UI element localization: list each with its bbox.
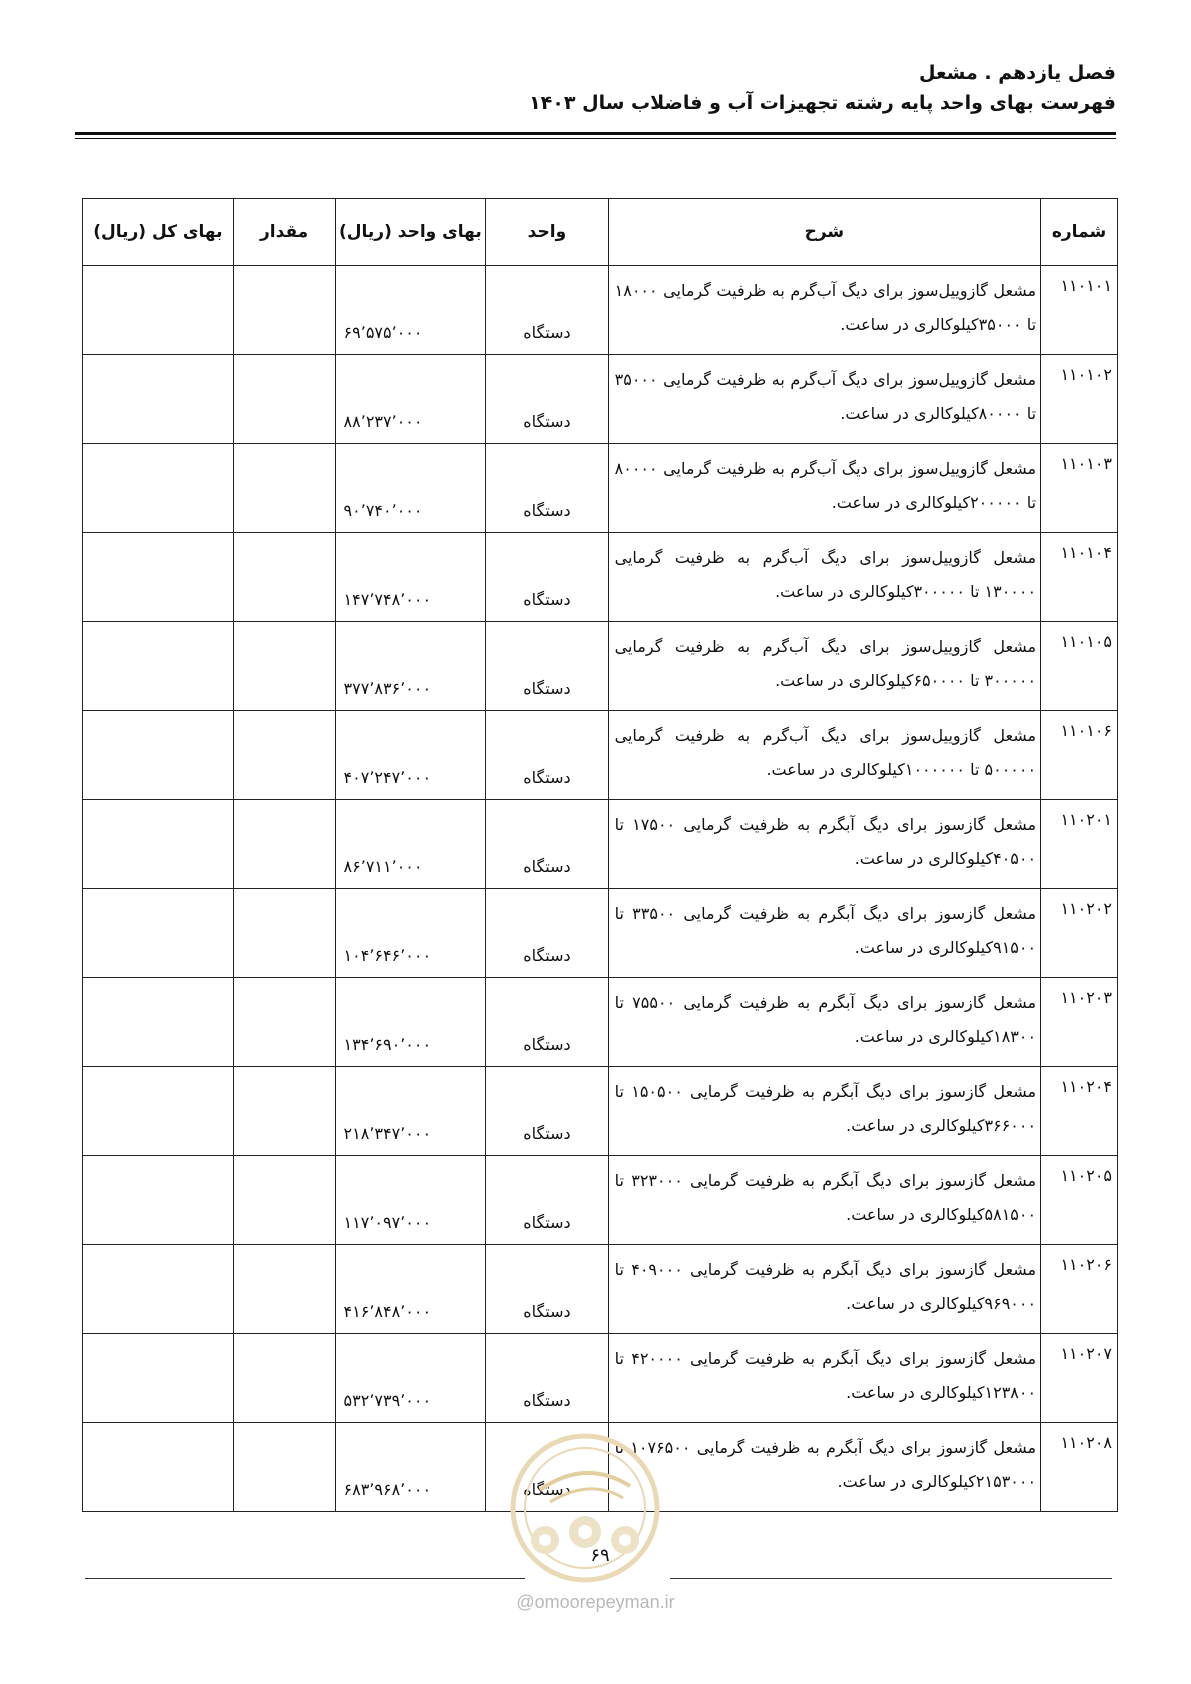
item-unit: دستگاه <box>486 1334 608 1423</box>
item-description: مشعل گازوییل‌سوز برای دیگ آب‌گرم به ظرفیت گرمایی ۳۵۰۰۰ تا ۸۰۰۰۰کیلوکالری در ساعت. <box>608 355 1040 444</box>
price-table <box>82 198 1118 1512</box>
item-code: ۱۱۰۱۰۲ <box>1041 355 1118 444</box>
item-description: مشعل گازسوز برای دیگ آبگرم به ظرفیت گرمایی ۷۵۵۰۰ تا ۱۸۳۰۰کیلوکالری در ساعت. <box>608 978 1040 1067</box>
item-unit-price: ۱۰۴٬۶۴۶٬۰۰۰ <box>335 889 486 978</box>
item-unit-price: ۴۰۷٬۲۴۷٬۰۰۰ <box>335 711 486 800</box>
item-code: ۱۱۰۱۰۴ <box>1041 533 1118 622</box>
item-description: مشعل گازسوز برای دیگ آبگرم به ظرفیت گرمایی ۴۰۹۰۰۰ تا ۹۶۹۰۰۰کیلوکالری در ساعت. <box>608 1245 1040 1334</box>
item-code: ۱۱۰۲۰۷ <box>1041 1334 1118 1423</box>
item-description: مشعل گازوییل‌سوز برای دیگ آب‌گرم به ظرفیت گرمایی ۱۸۰۰۰ تا ۳۵۰۰۰کیلوکالری در ساعت. <box>608 266 1040 355</box>
item-quantity <box>233 1423 335 1512</box>
item-unit: دستگاه <box>486 355 608 444</box>
item-quantity <box>233 533 335 622</box>
item-unit: دستگاه <box>486 622 608 711</box>
table-row <box>83 711 1118 800</box>
item-quantity <box>233 800 335 889</box>
item-unit-price: ۱۱۷٬۰۹۷٬۰۰۰ <box>335 1156 486 1245</box>
table-row <box>83 1156 1118 1245</box>
item-code: ۱۱۰۱۰۱ <box>1041 266 1118 355</box>
column-header-unit: واحد <box>486 199 608 266</box>
watermark-url: @omoorepeyman.ir <box>516 1592 675 1612</box>
item-total-price <box>83 800 234 889</box>
item-code: ۱۱۰۱۰۵ <box>1041 622 1118 711</box>
item-code: ۱۱۰۲۰۶ <box>1041 1245 1118 1334</box>
item-total-price <box>83 355 234 444</box>
item-total-price <box>83 1067 234 1156</box>
item-total-price <box>83 1156 234 1245</box>
header-rule-thick <box>75 132 1116 135</box>
item-quantity <box>233 622 335 711</box>
item-quantity <box>233 978 335 1067</box>
footer-rule-left <box>85 1578 525 1579</box>
column-header-description: شرح <box>608 199 1040 266</box>
item-unit: دستگاه <box>486 444 608 533</box>
item-total-price <box>83 622 234 711</box>
item-unit-price: ۱۳۴٬۶۹۰٬۰۰۰ <box>335 978 486 1067</box>
item-unit: دستگاه <box>486 1423 608 1512</box>
item-code: ۱۱۰۱۰۳ <box>1041 444 1118 533</box>
item-unit-price: ۳۷۷٬۸۳۶٬۰۰۰ <box>335 622 486 711</box>
item-description: مشعل گازسوز برای دیگ آبگرم به ظرفیت گرمایی ۱۵۰۵۰۰ تا ۳۶۶۰۰۰کیلوکالری در ساعت. <box>608 1067 1040 1156</box>
table-row <box>83 444 1118 533</box>
item-unit: دستگاه <box>486 533 608 622</box>
item-quantity <box>233 889 335 978</box>
item-total-price <box>83 266 234 355</box>
item-unit: دستگاه <box>486 711 608 800</box>
item-code: ۱۱۰۲۰۱ <box>1041 800 1118 889</box>
item-unit: دستگاه <box>486 1245 608 1334</box>
footer-rule-right <box>670 1578 1112 1579</box>
item-unit: دستگاه <box>486 266 608 355</box>
item-quantity <box>233 1067 335 1156</box>
item-unit: دستگاه <box>486 1067 608 1156</box>
item-total-price <box>83 533 234 622</box>
item-unit: دستگاه <box>486 800 608 889</box>
header-rule-thin <box>75 138 1116 139</box>
item-total-price <box>83 444 234 533</box>
item-description: مشعل گازسوز برای دیگ آبگرم به ظرفیت گرمایی ۱۰۷۶۵۰۰ تا ۲۱۵۳۰۰۰کیلوکالری در ساعت. <box>608 1423 1040 1512</box>
page-number: ۶۹ <box>590 1545 610 1566</box>
item-total-price <box>83 1245 234 1334</box>
item-code: ۱۱۰۱۰۶ <box>1041 711 1118 800</box>
column-header-code: شماره <box>1041 199 1118 266</box>
item-unit-price: ۵۳۲٬۷۳۹٬۰۰۰ <box>335 1334 486 1423</box>
column-header-quantity: مقدار <box>233 199 335 266</box>
item-unit-price: ۱۴۷٬۷۴۸٬۰۰۰ <box>335 533 486 622</box>
item-quantity <box>233 266 335 355</box>
item-unit-price: ۴۱۶٬۸۴۸٬۰۰۰ <box>335 1245 486 1334</box>
item-description: مشعل گازسوز برای دیگ آبگرم به ظرفیت گرمایی ۱۷۵۰۰ تا ۴۰۵۰۰کیلوکالری در ساعت. <box>608 800 1040 889</box>
table-row <box>83 1245 1118 1334</box>
item-description: مشعل گازوییل‌سوز برای دیگ آب‌گرم به ظرفیت گرمایی ۵۰۰۰۰۰ تا ۱۰۰۰۰۰۰کیلوکالری در ساعت. <box>608 711 1040 800</box>
item-quantity <box>233 711 335 800</box>
item-quantity <box>233 444 335 533</box>
item-quantity <box>233 1245 335 1334</box>
item-unit: دستگاه <box>486 889 608 978</box>
column-header-unit-price: بهای واحد (ریال) <box>335 199 486 266</box>
item-unit-price: ۲۱۸٬۳۴۷٬۰۰۰ <box>335 1067 486 1156</box>
item-unit: دستگاه <box>486 1156 608 1245</box>
item-unit: دستگاه <box>486 978 608 1067</box>
table-row <box>83 266 1118 355</box>
table-row <box>83 1067 1118 1156</box>
item-code: ۱۱۰۲۰۴ <box>1041 1067 1118 1156</box>
item-unit-price: ۸۶٬۷۱۱٬۰۰۰ <box>335 800 486 889</box>
item-total-price <box>83 978 234 1067</box>
item-unit-price: ۸۸٬۲۳۷٬۰۰۰ <box>335 355 486 444</box>
item-code: ۱۱۰۲۰۲ <box>1041 889 1118 978</box>
item-description: مشعل گازوییل‌سوز برای دیگ آب‌گرم به ظرفیت گرمایی ۸۰۰۰۰ تا ۲۰۰۰۰۰کیلوکالری در ساعت. <box>608 444 1040 533</box>
table-row <box>83 889 1118 978</box>
table-row <box>83 355 1118 444</box>
item-description: مشعل گازسوز برای دیگ آبگرم به ظرفیت گرمایی ۴۲۰۰۰۰ تا ۱۲۳۸۰۰کیلوکالری در ساعت. <box>608 1334 1040 1423</box>
item-description: مشعل گازسوز برای دیگ آبگرم به ظرفیت گرمایی ۳۳۵۰۰ تا ۹۱۵۰۰کیلوکالری در ساعت. <box>608 889 1040 978</box>
item-description: مشعل گازوییل‌سوز برای دیگ آب‌گرم به ظرفیت گرمایی ۱۳۰۰۰۰ تا ۳۰۰۰۰۰کیلوکالری در ساعت. <box>608 533 1040 622</box>
document-subtitle: فهرست بهای واحد پایه رشته تجهیزات آب و فاضلاب سال ۱۴۰۳ <box>529 92 1116 114</box>
table-row <box>83 533 1118 622</box>
item-quantity <box>233 1334 335 1423</box>
chapter-title: فصل یازدهم . مشعل <box>919 62 1116 84</box>
item-unit-price: ۶۹٬۵۷۵٬۰۰۰ <box>335 266 486 355</box>
table-header-row <box>83 199 1118 266</box>
item-total-price <box>83 1334 234 1423</box>
table-row <box>83 1334 1118 1423</box>
page-header <box>75 58 1116 118</box>
table-row <box>83 800 1118 889</box>
item-total-price <box>83 711 234 800</box>
item-total-price <box>83 1423 234 1512</box>
item-unit-price: ۹۰٬۷۴۰٬۰۰۰ <box>335 444 486 533</box>
column-header-total-price: بهای کل (ریال) <box>83 199 234 266</box>
item-unit-price: ۶۸۳٬۹۶۸٬۰۰۰ <box>335 1423 486 1512</box>
table-row <box>83 978 1118 1067</box>
item-code: ۱۱۰۲۰۸ <box>1041 1423 1118 1512</box>
item-description: مشعل گازوییل‌سوز برای دیگ آب‌گرم به ظرفیت گرمایی ۳۰۰۰۰۰ تا ۶۵۰۰۰۰کیلوکالری در ساعت. <box>608 622 1040 711</box>
item-quantity <box>233 355 335 444</box>
table-row <box>83 622 1118 711</box>
item-code: ۱۱۰۲۰۵ <box>1041 1156 1118 1245</box>
item-total-price <box>83 889 234 978</box>
item-quantity <box>233 1156 335 1245</box>
item-description: مشعل گازسوز برای دیگ آبگرم به ظرفیت گرمایی ۳۲۳۰۰۰ تا ۵۸۱۵۰۰کیلوکالری در ساعت. <box>608 1156 1040 1245</box>
item-code: ۱۱۰۲۰۳ <box>1041 978 1118 1067</box>
